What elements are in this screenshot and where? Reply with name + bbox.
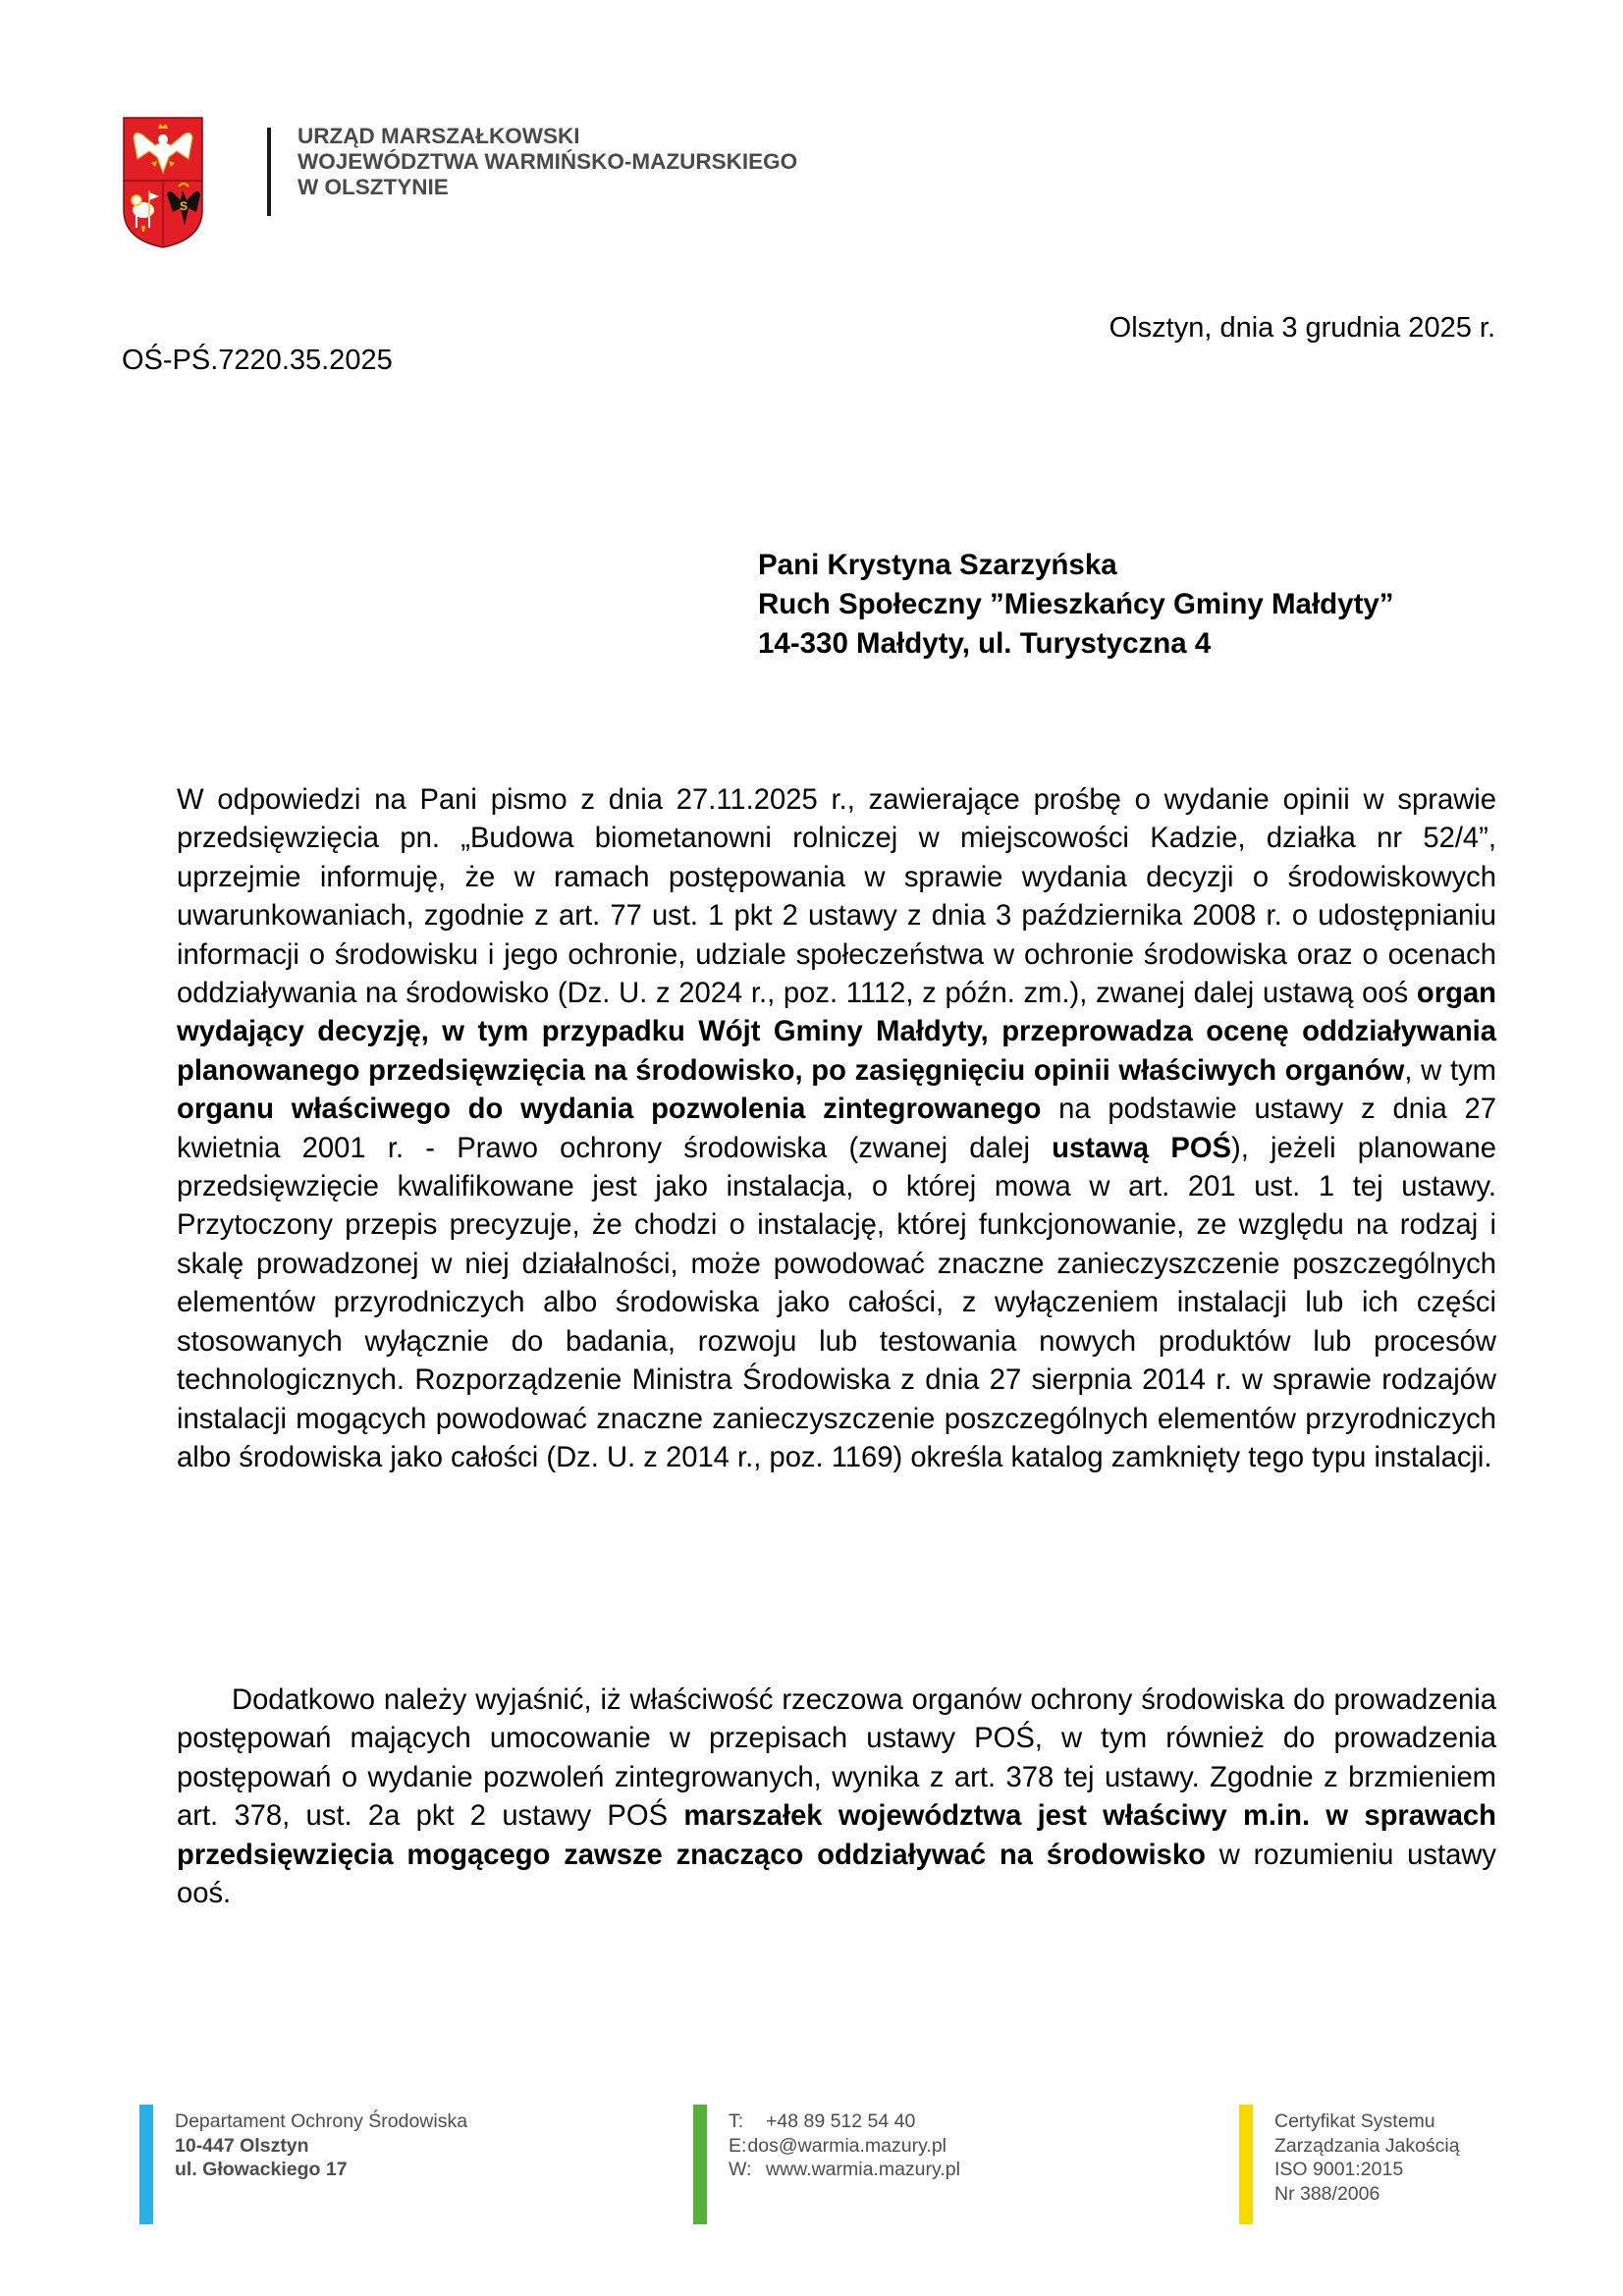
paragraph-1-bold-1: organ wydający decyzję, w tym przypadku Wójt Gminy Małdyty, przeprowadza ocenę oddziaływania planowanego przedsięwzięcia na środowisko, po zasięgnięciu opinii właściwych organów	[177, 978, 1496, 1087]
org-name-line-3: W OLSZTYNIE	[298, 175, 449, 199]
paragraph-1-bold-3: ustawą POŚ	[1052, 1132, 1231, 1164]
letter-date: Olsztyn, dnia 3 grudnia 2025 r.	[1109, 312, 1495, 344]
organization-name	[298, 124, 797, 200]
email-label: E:	[729, 2134, 747, 2157]
footer-bar-blue	[139, 2105, 153, 2224]
recipient-name: Pani Krystyna Szarzyńska	[758, 549, 1117, 581]
cert-line-1: Certyfikat Systemu	[1274, 2110, 1435, 2132]
footer-city: 10-447 Olsztyn	[175, 2134, 309, 2157]
cert-line-3: ISO 9001:2015	[1274, 2159, 1404, 2180]
coat-of-arms-icon	[122, 116, 204, 249]
paragraph-1	[177, 781, 1496, 1477]
footer-bar-yellow	[1239, 2105, 1253, 2224]
recipient-address	[758, 546, 1394, 664]
footer-email[interactable]: dos@warmia.mazury.pl	[747, 2134, 947, 2157]
footer-department: Departament Ochrony Środowiska	[175, 2110, 468, 2132]
paragraph-1-bold-2: organu właściwego do wydania pozwolenia zintegrowanego	[177, 1094, 1042, 1126]
recipient-street: 14-330 Małdyty, ul. Turystyczna 4	[758, 627, 1212, 660]
paragraph-1-text-3: na podstawie ustawy z dnia 27 kwietnia 2001 r. - Prawo ochrony środowiska (zwanej dalej	[177, 1094, 1496, 1164]
header-divider	[267, 128, 271, 216]
reference-number: OŚ-PŚ.7220.35.2025	[122, 345, 393, 376]
footer-bar-green	[693, 2105, 707, 2224]
footer-website[interactable]: www.warmia.mazury.pl	[766, 2159, 960, 2180]
paragraph-2-text-2: w rozumieniu ustawy ooś.	[177, 1839, 1496, 1910]
org-name-line-1: URZĄD MARSZAŁKOWSKI	[298, 124, 580, 148]
footer-phone[interactable]: +48 89 512 54 40	[766, 2110, 916, 2132]
recipient-organization: Ruch Społeczny ”Mieszkańcy Gminy Małdyty”	[758, 588, 1394, 620]
paragraph-2-bold: marszałek województwa jest właściwy m.in. w sprawach przedsięwzięcia mogącego zawsze znacząco oddziaływać na środowisko	[177, 1800, 1496, 1871]
paragraph-1-text-4: ), jeżeli planowane przedsięwzięcie kwalifikowane jest jako instalacja, o której mowa w art. 201 ust. 1 tej ustawy. Przytoczony przepis precyzuje, że chodzi o instalację, której funkcjonowanie, ze względu na rodzaj i skalę prowadzonej w niej działalności, może powodować znaczne zanieczyszczenie poszczególnych elementów przyrodniczych albo środowiska jako całości, z wyłączeniem instalacji lub ich części stosowanych wyłącznie do badania, rozwoju lub testowania nowych produktów lub procesów technologicznych. Rozporządzenie Ministra Środowiska z dnia 27 sierpnia 2014 r. w sprawie rodzajów instalacji mogących powodować znaczne zanieczyszczenie poszczególnych elementów przyrodniczych albo środowiska jako całości (Dz. U. z 2014 r., poz. 1169) określa katalog zamknięty tego typu instalacji.	[177, 1132, 1496, 1473]
phone-label: T:	[729, 2110, 744, 2132]
cert-line-2: Zarządzania Jakością	[1274, 2134, 1460, 2157]
paragraph-2-text: Dodatkowo należy wyjaśnić, iż właściwość rzeczowa organów ochrony środowiska do prowadzenia postępowań mających umocowanie w przepisach ustawy POŚ, w tym również do prowadzenia postępowań o wydanie pozwoleń zintegrowanych, wynika z art. 378 tej ustawy. Zgodnie z brzmieniem art. 378, ust. 2a pkt 2 ustawy POŚ	[177, 1684, 1496, 1833]
paragraph-1-text: W odpowiedzi na Pani pismo z dnia 27.11.2025 r., zawierające prośbę o wydanie opinii w sprawie przedsięwzięcia pn. „Budowa biometanowni rolniczej w miejscowości Kadzie, działka nr 52/4”, uprzejmie informuję, że w ramach postępowania w sprawie wydania decyzji o środowiskowych uwarunkowaniach, zgodnie z art. 77 ust. 1 pkt 2 ustawy z dnia 3 października 2008 r. o udostępnianiu informacji o środowisku i jego ochronie, udziale społeczeństwa w ochronie środowiska oraz o ocenach oddziaływania na środowisko (Dz. U. z 2024 r., poz. 1112, z późn. zm.), zwanej dalej ustawą ooś	[177, 784, 1496, 1010]
paragraph-1-text-2: , w tym	[1404, 1054, 1496, 1087]
cert-line-4: Nr 388/2006	[1274, 2182, 1380, 2205]
web-label: W:	[729, 2159, 752, 2180]
paragraph-2	[177, 1682, 1496, 1913]
svg-text:S: S	[179, 199, 189, 213]
org-name-line-2: WOJEWÓDZTWA WARMIŃSKO-MAZURSKIEGO	[298, 149, 798, 174]
footer-street: ul. Głowackiego 17	[175, 2159, 348, 2180]
